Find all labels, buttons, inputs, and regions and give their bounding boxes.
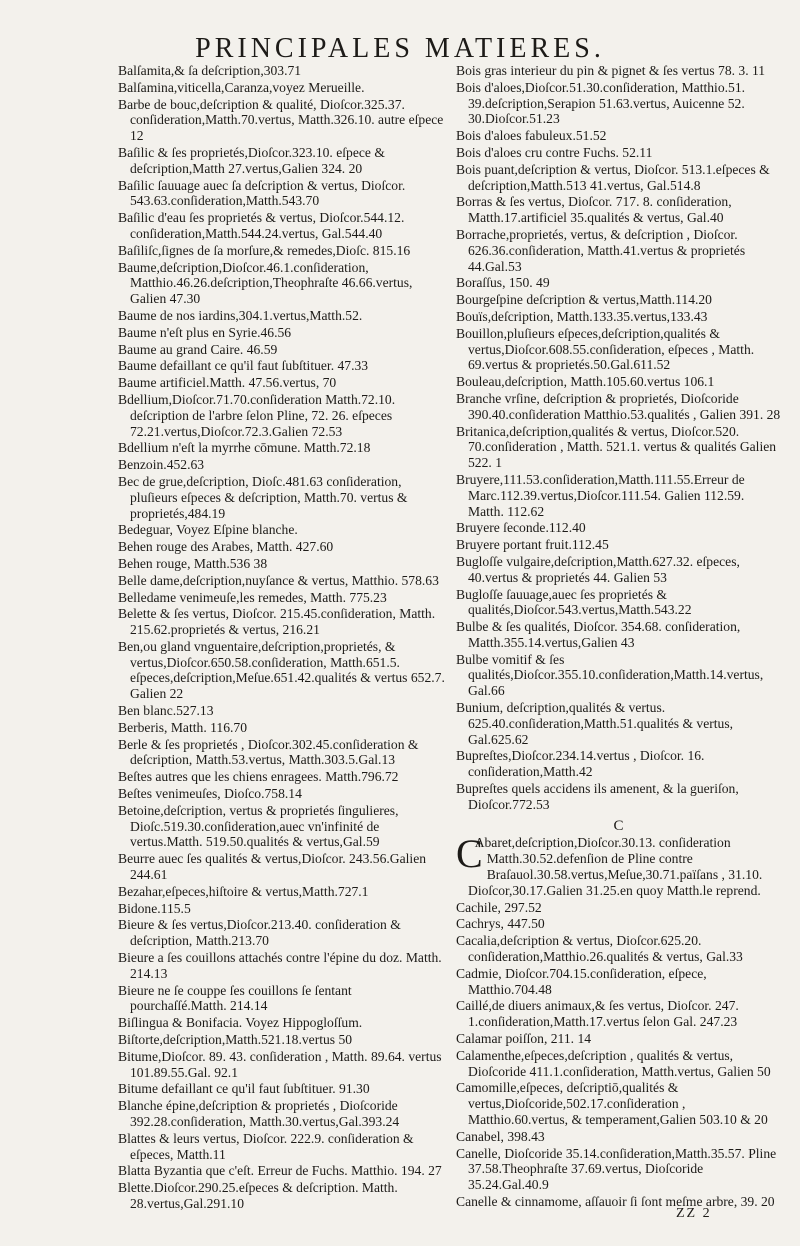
index-entry: Bouleau,deſcription, Matth.105.60.vertus 106.1: [456, 374, 715, 390]
index-entry: Baume defaillant ce qu'il faut ſubſtituer. 47.33: [118, 358, 369, 374]
index-entry: Beſtes autres que les chiens enragees. Matth.796.72: [118, 769, 399, 785]
index-entry: Ben,ou gland vnguentaire,deſcription,proprietés, & vertus,Dioſcor.650.58.conſideration, Matth.651.5. eſpeces,deſcription,Meſue.651.42.qualités & vertus 652.7. Galien 22: [118, 638, 445, 702]
index-entry: Blatta Byzantia que c'eſt. Erreur de Fuchs. Matthio. 194. 27: [118, 1163, 442, 1179]
index-entry: Biſlingua & Bonifacia. Voyez Hippogloſſum.: [118, 1015, 363, 1031]
index-entry: Bunium, deſcription,qualités & vertus. 625.40.conſideration,Matth.51.qualités & vertus, Gal.625.62: [456, 700, 734, 747]
index-entry: Berberis, Matth. 116.70: [118, 719, 247, 735]
page-signature: ZZ 2: [676, 1206, 712, 1221]
index-entry: Benzoin.452.63: [118, 457, 205, 473]
index-entry: Bois puant,deſcription & vertus, Dioſcor. 513.1.eſpeces & deſcription,Matth.513 41.vertus, Gal.514.8: [456, 161, 770, 193]
index-entry: Baume au grand Caire. 46.59: [118, 341, 278, 357]
index-entry: Baſilic & ſes proprietés,Dioſcor.323.10. eſpece & deſcription,Matth 27.vertus,Galien 324. 20: [118, 144, 385, 176]
index-entry: Bdellium,Dioſcor.71.70.conſideration Matth.72.10. deſcription de l'arbre ſelon Pline, 72. 26. eſpeces 72.21.vertus,Dioſcor.72.3.Galien 72.53: [118, 391, 396, 439]
index-entry: Bois gras interieur du pin & pignet & ſes vertus 78. 3. 11: [456, 63, 766, 78]
index-entry: Blette.Dioſcor.290.25.eſpeces & deſcription. Matth. 28.vertus,Gal.291.10: [118, 1180, 398, 1211]
index-entry: Baume n'eſt plus en Syrie.46.56: [118, 324, 292, 340]
index-entry: Bieure ne ſe couppe ſes couillons ſe ſentant pourchaſſé.Matth. 214.14: [118, 982, 352, 1014]
index-entry: Bdellium n'eſt la myrrhe cōmune. Matth.72.18: [118, 440, 371, 456]
index-entry: Calamenthe,eſpeces,deſcription , qualités & vertus, Dioſcoride 411.1.conſideration, Matth.vertus, Galien 50: [456, 1047, 771, 1079]
index-entry: Bois d'aloes,Dioſcor.51.30.conſideration, Matthio.51. 39.deſcription,Serapion 51.63.vertus, Auicenne 52. 30.Dioſcor.51.23: [456, 79, 746, 127]
index-column-right: [456, 63, 781, 1211]
index-entry: Bois d'aloes fabuleux.51.52: [456, 128, 607, 144]
index-entry: Barbe de bouc,deſcription & qualité, Dioſcor.325.37. conſideration,Matth.70.vertus, Matth.326.10. autre eſpece 12: [118, 96, 444, 144]
index-entry: Bruyere portant fruit.112.45: [456, 537, 609, 553]
index-entry: Bitume defaillant ce qu'il faut ſubſtituer. 91.30: [118, 1081, 370, 1097]
index-entry: Bulbe vomitif & ſes qualités,Dioſcor.355.10.conſideration,Matth.14.vertus, Gal.66: [456, 651, 764, 699]
index-entry: Boraſſus, 150. 49: [456, 275, 550, 291]
index-entry: Canelle, Dioſcoride 35.14.conſideration,Matth.35.57. Pline 37.58.Theophraſte 37.69.vertus, Dioſcoride 35.24.Gal.40.9: [456, 1145, 777, 1193]
entry-list-c: [456, 831, 781, 1209]
index-entry: Belette & ſes vertus, Dioſcor. 215.45.conſideration, Matth. 215.62.proprietés & vertus, 216.21: [118, 606, 436, 638]
index-entry: Balſamita,& ſa deſcription,303.71: [118, 63, 302, 78]
drop-cap: C: [456, 831, 483, 877]
index-entry: Baſilic d'eau ſes proprietés & vertus, Dioſcor.544.12. conſideration,Matth.544.24.vertus, Gal.544.40: [118, 210, 405, 241]
index-entry: Bugloſſe ſauuage,auec ſes proprietés & qualités,Dioſcor.543.vertus,Matth.543.22: [456, 586, 692, 618]
index-entry: Bourgeſpine deſcription & vertus,Matth.114.20: [456, 292, 712, 308]
index-entry: Baſiliſc,ſignes de ſa morſure,& remedes,Dioſc. 815.16: [118, 242, 411, 258]
index-entry: Bieure & ſes vertus,Dioſcor.213.40. conſideration & deſcription, Matth.213.70: [118, 917, 401, 949]
index-entry: Bedeguar, Voyez Eſpine blanche.: [118, 522, 298, 538]
index-entry: Behen rouge, Matth.536 38: [118, 555, 268, 571]
index-entry: Beurre auec ſes qualités & vertus,Dioſcor. 243.56.Galien 244.61: [118, 851, 427, 883]
section-letter-c: C: [613, 817, 624, 834]
index-entry: Camomille,eſpeces, deſcriptiō,qualités & vertus,Dioſcoride,502.17.conſideration , Matthio.60.vertus, & temperament,Galien 503.10 & 20: [456, 1080, 768, 1127]
index-entry: Biſtorte,deſcription,Matth.521.18.vertus 50: [118, 1032, 353, 1048]
index-entry: Balſamina,viticella,Caranza,voyez Merueille.: [118, 79, 365, 95]
index-entry: Cachrys, 447.50: [456, 916, 545, 932]
index-entry: Bieure a ſes couillons attachés contre l'épine du doz. Matth. 214.13: [118, 950, 442, 981]
index-entry: Behen rouge des Arabes, Matth. 427.60: [118, 539, 334, 555]
index-entry: Beſtes venimeuſes, Dioſco.758.14: [118, 786, 302, 802]
index-entry: Baume,deſcription,Dioſcor.46.1.conſideration, Matthio.46.26.deſcription,Theophraſte 46.66.vertus, Galien 47.30: [118, 259, 413, 307]
index-entry: Bugloſſe vulgaire,deſcription,Matth.627.32. eſpeces, 40.vertus & proprietés 44. Galien 53: [456, 553, 740, 585]
index-entry: Bidone.115.5: [118, 900, 191, 916]
index-entry: Bec de grue,deſcription, Dioſc.481.63 conſideration, pluſieurs eſpeces & deſcription, Matth.70. vertus & proprietés,484.19: [118, 473, 408, 521]
index-entry: Canelle & cinnamome, aſſauoir ſi ſont meſme arbre, 39. 20: [456, 1193, 775, 1209]
index-column-left: [118, 63, 448, 1213]
index-entry: Bupreſtes,Dioſcor.234.14.vertus , Dioſcor. 16. conſideration,Matth.42: [456, 748, 705, 780]
index-entry: Bois d'aloes cru contre Fuchs. 52.11: [456, 144, 653, 160]
index-entry: Bulbe & ſes qualités, Dioſcor. 354.68. conſideration, Matth.355.14.vertus,Galien 43: [456, 619, 741, 650]
page-title: PRINCIPALES MATIERES.: [195, 33, 605, 64]
index-entry: Blanche épine,deſcription & proprietés , Dioſcoride 392.28.conſideration, Matth.30.vertus,Gal.393.24: [118, 1098, 400, 1129]
index-entry: Bouïs,deſcription, Matth.133.35.vertus,133.43: [456, 308, 708, 324]
index-entry: Belle dame,deſcription,nuyſance & vertus, Matthio. 578.63: [118, 572, 439, 588]
index-entry: Canabel, 398.43: [456, 1128, 545, 1144]
entry-list-left: [118, 63, 448, 1212]
index-entry: Blattes & leurs vertus, Dioſcor. 222.9. conſideration & eſpeces, Matth.11: [118, 1130, 414, 1162]
index-entry: Cachile, 297.52: [456, 899, 542, 915]
index-entry: Bruyere,111.53.conſideration,Matth.111.55.Erreur de Marc.112.39.vertus,Dioſcor.111.54. Galien 112.59. Matth. 112.62: [456, 471, 745, 519]
index-entry: Bezahar,eſpeces,hiſtoire & vertus,Matth.727.1: [118, 883, 369, 899]
index-entry: Cadmie, Dioſcor.704.15.conſideration, eſpece, Matthio.704.48: [456, 965, 707, 997]
index-entry: Bitume,Dioſcor. 89. 43. conſideration , Matth. 89.64. vertus 101.89.55.Gal. 92.1: [118, 1048, 442, 1080]
index-entry: Ben blanc.527.13: [118, 703, 214, 719]
index-entry: Caillé,de diuers animaux,& ſes vertus, Dioſcor. 247. 1.conſideration,Matth.17.vertus ſelon Gal. 247.23: [456, 998, 739, 1030]
entry-list-b: [456, 63, 781, 813]
index-entry: Cacalia,deſcription & vertus, Dioſcor.625.20. conſideration,Matthio.26.qualités & vertus, Gal.33: [456, 933, 743, 965]
index-entry: Betoine,deſcription, vertus & proprietés ſingulieres, Dioſc.519.30.conſideration,auec vn'infinité de vertus.Matth. 519.50.qualités & vertus,Gal.59: [118, 802, 399, 850]
index-entry: Bruyere ſeconde.112.40: [456, 520, 586, 536]
index-entry: Calamar poiſſon, 211. 14: [456, 1031, 592, 1047]
index-entry: Britanica,deſcription,qualités & vertus, Dioſcor.520. 70.conſideration , Matth. 521.1. vertus & qualités Galien 522. 1: [456, 423, 777, 471]
index-entry: Branche vrſine, deſcription & proprietés, Dioſcoride 390.40.conſideration Matthio.53.qualités , Galien 391. 28: [456, 390, 781, 422]
index-entry: Baume de nos iardins,304.1.vertus,Matth.52.: [118, 307, 363, 323]
index-entry: Berle & ſes proprietés , Dioſcor.302.45.conſideration & deſcription, Matth.53.vertus, Matth.303.5.Gal.13: [118, 736, 419, 768]
index-entry: Bupreſtes quels accidens ils amenent, & la gueriſon, Dioſcor.772.53: [456, 781, 739, 812]
index-entry: Bouillon,pluſieurs eſpeces,deſcription,qualités & vertus,Dioſcor.608.55.conſideration, eſpeces , Matth. 69.vertus & proprietés.50.Gal.611.52: [456, 325, 755, 373]
index-entry: Borras & ſes vertus, Dioſcor. 717. 8. conſideration, Matth.17.artificiel 35.qualités & vertus, Gal.40: [456, 194, 732, 226]
index-entry: Baume artificiel.Matth. 47.56.vertus, 70: [118, 375, 337, 391]
index-entry: Belledame venimeuſe,les remedes, Matth. 775.23: [118, 589, 387, 605]
index-entry: Borrache,proprietés, vertus, & deſcription , Dioſcor. 626.36.conſideration, Matth.41.vertus & proprietés 44.Gal.53: [456, 226, 746, 274]
index-entry: C Abaret,deſcription,Dioſcor.30.13. conſideration Matth.30.52.defenſion de Pline contre Braſauol.30.58.vertus,Meſue,30.71.païſans , 31.10. Dioſcor,30.17.Galien 31.25.en quoy Matth.le reprend.: [456, 831, 763, 898]
index-entry: Baſilic ſauuage auec ſa deſcription & vertus, Dioſcor. 543.63.conſideration,Matth.543.70: [118, 177, 406, 209]
